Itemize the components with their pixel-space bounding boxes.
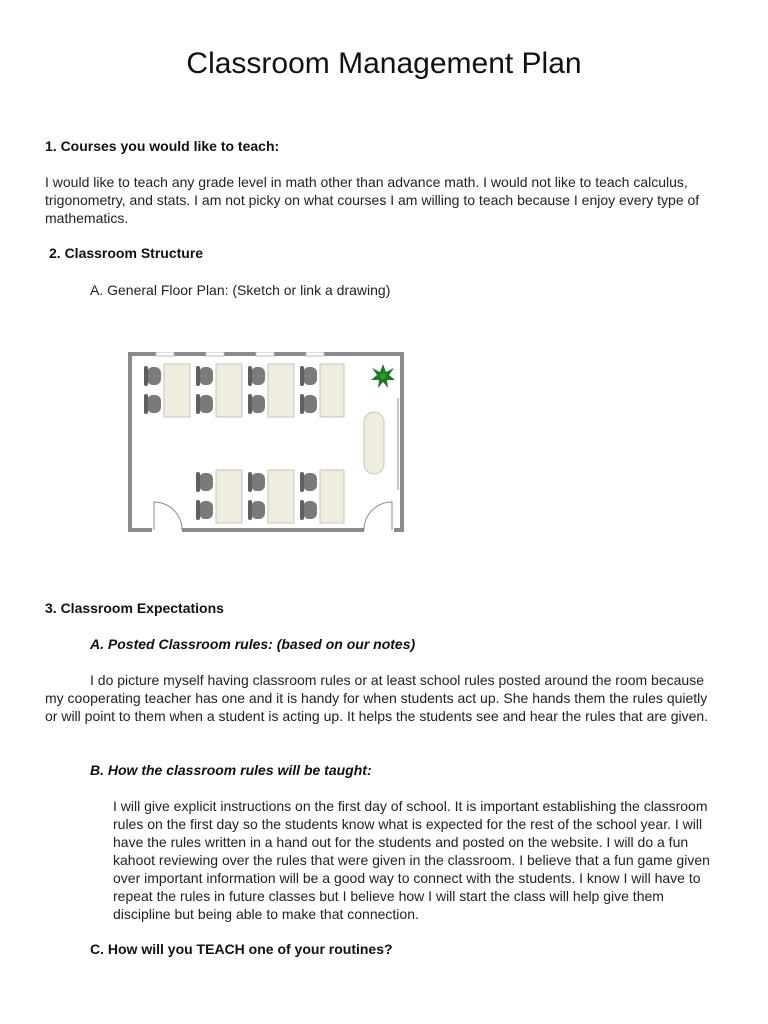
section-3c-heading: C. How will you TEACH one of your routines? [90, 941, 393, 957]
chair-icon [248, 366, 265, 386]
desk-icon [320, 364, 344, 417]
section-3b-heading: B. How the classroom rules will be taught: [90, 762, 372, 778]
desk-icon [268, 364, 294, 417]
desk-icon [216, 470, 242, 523]
chair-icon [248, 500, 265, 520]
chair-icon [300, 472, 317, 492]
chair-icon [144, 394, 161, 414]
desk-icon [268, 470, 294, 523]
section-3-heading: 3. Classroom Expectations [45, 600, 224, 616]
desk-icon [216, 364, 242, 417]
section-2-heading: 2. Classroom Structure [49, 245, 204, 261]
page-title: Classroom Management Plan [186, 47, 582, 80]
classroom-floor-plan [128, 352, 404, 534]
section-3a-heading: A. Posted Classroom rules: (based on our notes) [90, 636, 416, 652]
chair-icon [196, 394, 213, 414]
chair-icon [144, 366, 161, 386]
chair-icon [300, 500, 317, 520]
chair-icon [196, 500, 213, 520]
desk-icon [164, 364, 190, 417]
chair-icon [196, 472, 213, 492]
chair-icon [300, 366, 317, 386]
chair-icon [196, 366, 213, 386]
floor-plan-label: A. General Floor Plan: (Sketch or link a drawing) [90, 282, 391, 298]
section-3b-body: I will give explicit instructions on the first day of school. It is important establishing the classroom rules on the first day so the students know what is expected for the rest of the school year. I will have the rules written in a hand out for the students and posted on the website. I will do a fun kahoot reviewing over the rules that were given in the classroom. I believe that a fun game given over important information will be a good way to connect with the students. I know I will have to repeat the rules in future classes but I believe how I will start the class will help give them discipline but being able to make that connection. [113, 798, 710, 922]
chair-icon [248, 394, 265, 414]
section-3a-body: I do picture myself having classroom rules or at least school rules posted around the room because my cooperating teacher has one and it is handy for when students act up. She hands them the rules quietly or will point to them when a student is acting up. It helps the students see and hear the rules that are given. [45, 672, 709, 724]
section-1-body: I would like to teach any grade level in math other than advance math. I would not like to teach calculus, trigonometry, and stats. I am not picky on what courses I am willing to teach because I enjoy every type of mathematics. [45, 174, 700, 226]
chair-icon [248, 472, 265, 492]
chair-icon [300, 394, 317, 414]
desk-icon [320, 470, 344, 523]
teacher-table-icon [364, 412, 384, 474]
section-1-heading: 1. Courses you would like to teach: [45, 138, 280, 154]
